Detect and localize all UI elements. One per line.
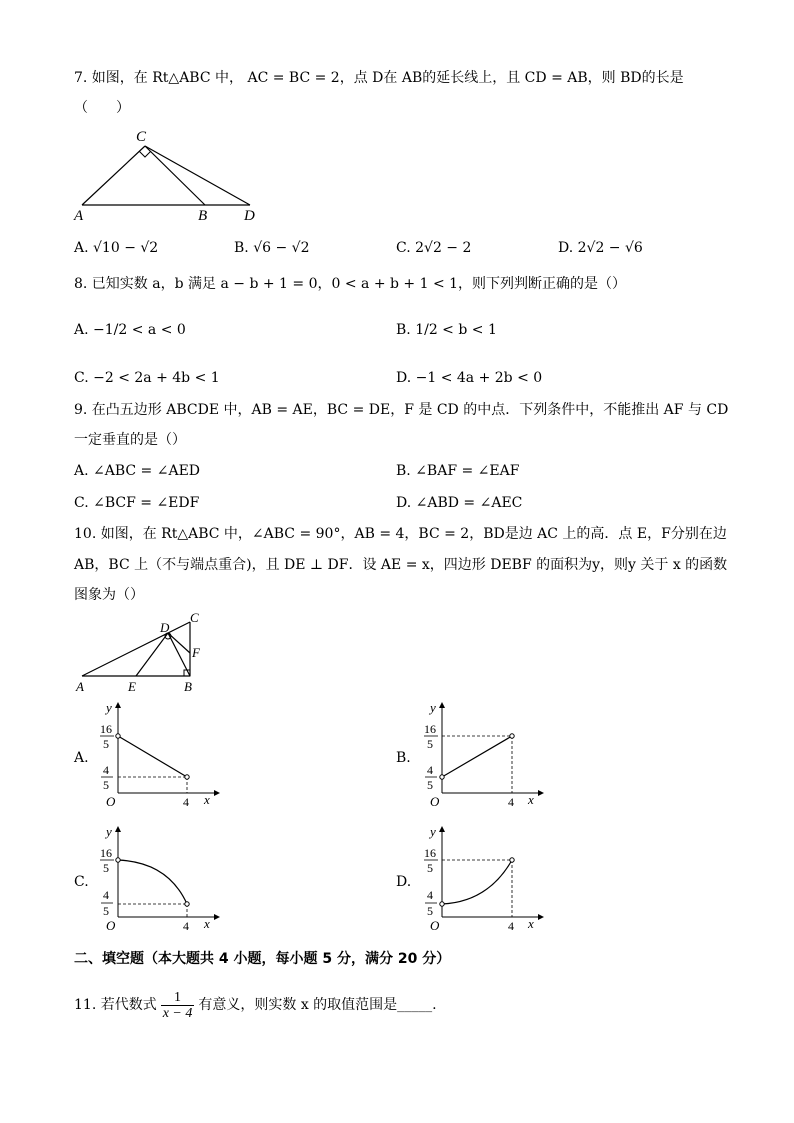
q10-graph-c-x-tick: 4 bbox=[183, 919, 189, 933]
q10-graph-d-lo-num: 4 bbox=[427, 888, 433, 902]
q10-graph-a-end-point bbox=[185, 775, 189, 779]
q7-option-a[interactable]: A. √10 − √2 bbox=[74, 240, 159, 256]
q8-option-b[interactable]: B. 1/2 < b < 1 bbox=[396, 322, 497, 338]
q8-option-c[interactable]: C. −2 < 2a + 4b < 1 bbox=[74, 370, 220, 386]
q11-stem bbox=[74, 984, 437, 1026]
q9-option-d[interactable]: D. ∠ABD = ∠AEC bbox=[396, 495, 523, 511]
q10-label-c: C bbox=[190, 610, 199, 625]
q10-graph-d-start-point bbox=[440, 902, 444, 906]
q11-suffix: 有意义，则实数 x 的取值范围是_____. bbox=[198, 997, 437, 1013]
q10-graph-c[interactable] bbox=[92, 824, 222, 934]
q10-graph-b-y-label: y bbox=[430, 700, 436, 715]
q10-graph-c-hi-den: 5 bbox=[103, 861, 109, 875]
q10-graph-a-y-arrow bbox=[115, 702, 121, 708]
q9-stem-line1: 9. 在凸五边形 ABCDE 中，AB = AE，BC = DE，F 是 CD 的中点．下列条件中，不能推出 AF 与 CD bbox=[74, 402, 729, 418]
q10-graph-a-lo-num: 4 bbox=[103, 763, 109, 777]
q10-graph-c-origin: O bbox=[106, 918, 116, 933]
q10-graph-d-hi-num: 16 bbox=[424, 846, 436, 860]
q10-graph-b-origin: O bbox=[430, 794, 440, 809]
q10-option-d[interactable]: D. bbox=[396, 874, 412, 890]
q10-graph-b-lo-num: 4 bbox=[427, 763, 433, 777]
q10-graph-d-x-label: x bbox=[528, 916, 534, 931]
q7-stem-line1: 7. 如图，在 Rt△ABC 中， AC = BC = 2，点 D在 AB的延长线上，且 CD = AB，则 BD的长是 bbox=[74, 70, 684, 86]
section-2-title: 二、填空题（本大题共 4 小题，每小题 5 分，满分 20 分） bbox=[74, 951, 451, 967]
q7-option-b[interactable]: B. √6 − √2 bbox=[234, 240, 310, 256]
q10-graph-b-curve bbox=[442, 736, 512, 777]
q10-graph-d-y-label: y bbox=[430, 824, 436, 839]
q8-stem: 8. 已知实数 a，b 满足 a − b + 1 = 0，0 < a + b + 1 < 1，则下列判断正确的是（） bbox=[74, 276, 627, 292]
q10-graph-b-hi-num: 16 bbox=[424, 722, 436, 736]
q10-option-c[interactable]: C. bbox=[74, 874, 89, 890]
q10-graph-a-start-point bbox=[116, 734, 120, 738]
q10-segment-ac bbox=[82, 622, 190, 676]
q10-triangle-figure bbox=[70, 608, 210, 696]
q10-label-f: F bbox=[192, 645, 200, 660]
q10-graph-a-curve bbox=[118, 736, 187, 777]
q10-label-e: E bbox=[128, 679, 136, 694]
q7-option-d[interactable]: D. 2√2 − √6 bbox=[558, 240, 643, 256]
q11-prefix: 11. 若代数式 bbox=[74, 997, 157, 1013]
q10-graph-c-y-label: y bbox=[106, 824, 112, 839]
q10-stem-line1: 10. 如图，在 Rt△ABC 中，∠ABC = 90°，AB = 4，BC = 2，BD是边 AC 上的高．点 E，F分别在边 bbox=[74, 526, 727, 542]
q10-label-d: D bbox=[160, 620, 170, 635]
q10-graph-d-lo-den: 5 bbox=[427, 904, 433, 918]
q10-option-b[interactable]: B. bbox=[396, 750, 411, 766]
q10-graph-a-origin: O bbox=[106, 794, 116, 809]
q10-graph-c-hi-num: 16 bbox=[100, 846, 112, 860]
q7-label-d: D bbox=[244, 208, 255, 223]
q7-segment-cb bbox=[145, 146, 205, 205]
q8-option-d[interactable]: D. −1 < 4a + 2b < 0 bbox=[396, 370, 543, 386]
q10-graph-d-end-point bbox=[510, 858, 514, 862]
q10-graph-c-x-label: x bbox=[204, 916, 210, 931]
q10-graph-a-hi-den: 5 bbox=[103, 737, 109, 751]
q10-graph-b-start-point bbox=[440, 775, 444, 779]
q10-graph-b-lo-den: 5 bbox=[427, 778, 433, 792]
q10-graph-d-y-arrow bbox=[439, 826, 445, 832]
q10-graph-a-x-label: x bbox=[204, 792, 210, 807]
q8-option-a[interactable]: A. −1/2 < a < 0 bbox=[74, 322, 186, 338]
q7-label-b: B bbox=[198, 208, 208, 223]
q10-label-b: B bbox=[184, 679, 192, 694]
q11-fraction-denominator: x − 4 bbox=[162, 1005, 193, 1021]
q10-graph-c-y-arrow bbox=[115, 826, 121, 832]
q10-graph-a-y-label: y bbox=[106, 700, 112, 715]
q10-graph-b-end-point bbox=[510, 734, 514, 738]
q7-stem-line2: （ ） bbox=[74, 100, 130, 116]
q10-graph-d-x-tick: 4 bbox=[508, 919, 514, 933]
q7-segment-cd bbox=[145, 146, 250, 205]
q10-graph-a[interactable] bbox=[92, 700, 222, 810]
q10-graph-b-hi-den: 5 bbox=[427, 737, 433, 751]
q11-fraction bbox=[161, 990, 195, 1021]
q10-graph-b-x-tick: 4 bbox=[508, 795, 514, 809]
q10-graph-a-lo-den: 5 bbox=[103, 778, 109, 792]
q10-graph-b[interactable] bbox=[416, 700, 546, 810]
q10-graph-c-start-point bbox=[116, 858, 120, 862]
q10-graph-b-y-arrow bbox=[439, 702, 445, 708]
q7-right-angle-mark bbox=[140, 152, 151, 158]
q10-graph-d[interactable] bbox=[416, 824, 546, 934]
q10-graph-c-end-point bbox=[185, 902, 189, 906]
q9-stem-line2: 一定垂直的是（） bbox=[74, 432, 186, 448]
q9-option-a[interactable]: A. ∠ABC = ∠AED bbox=[74, 463, 201, 479]
q10-graph-d-curve bbox=[442, 860, 512, 904]
q10-stem-line2: AB，BC 上（不与端点重合)，且 DE ⊥ DF．设 AE = x，四边形 DEBF 的面积为y，则y 关于 x 的函数 bbox=[74, 557, 728, 573]
q10-option-a[interactable]: A. bbox=[74, 750, 89, 766]
q10-graph-c-lo-num: 4 bbox=[103, 888, 109, 902]
q7-option-c[interactable]: C. 2√2 − 2 bbox=[396, 240, 472, 256]
q10-segment-de bbox=[136, 633, 168, 676]
q10-graph-d-origin: O bbox=[430, 918, 440, 933]
q10-graph-b-x-arrow bbox=[538, 790, 544, 796]
q7-label-a: A bbox=[74, 208, 84, 223]
q10-label-a: A bbox=[76, 679, 84, 694]
q10-graph-a-hi-num: 16 bbox=[100, 722, 112, 736]
q7-segment-ac bbox=[82, 146, 145, 205]
q10-graph-a-x-tick: 4 bbox=[183, 795, 189, 809]
q10-stem-line3: 图象为（） bbox=[74, 587, 144, 603]
q7-triangle-figure bbox=[70, 125, 270, 223]
q7-label-c: C bbox=[136, 129, 147, 145]
q10-graph-c-x-arrow bbox=[214, 914, 220, 920]
q11-fraction-numerator: 1 bbox=[161, 990, 195, 1006]
q9-option-b[interactable]: B. ∠BAF = ∠EAF bbox=[396, 463, 520, 479]
q10-graph-d-x-arrow bbox=[538, 914, 544, 920]
q10-graph-c-lo-den: 5 bbox=[103, 904, 109, 918]
q9-option-c[interactable]: C. ∠BCF = ∠EDF bbox=[74, 495, 200, 511]
q10-graph-c-curve bbox=[118, 860, 187, 904]
q10-graph-a-x-arrow bbox=[214, 790, 220, 796]
q10-graph-b-x-label: x bbox=[528, 792, 534, 807]
q10-graph-d-hi-den: 5 bbox=[427, 861, 433, 875]
